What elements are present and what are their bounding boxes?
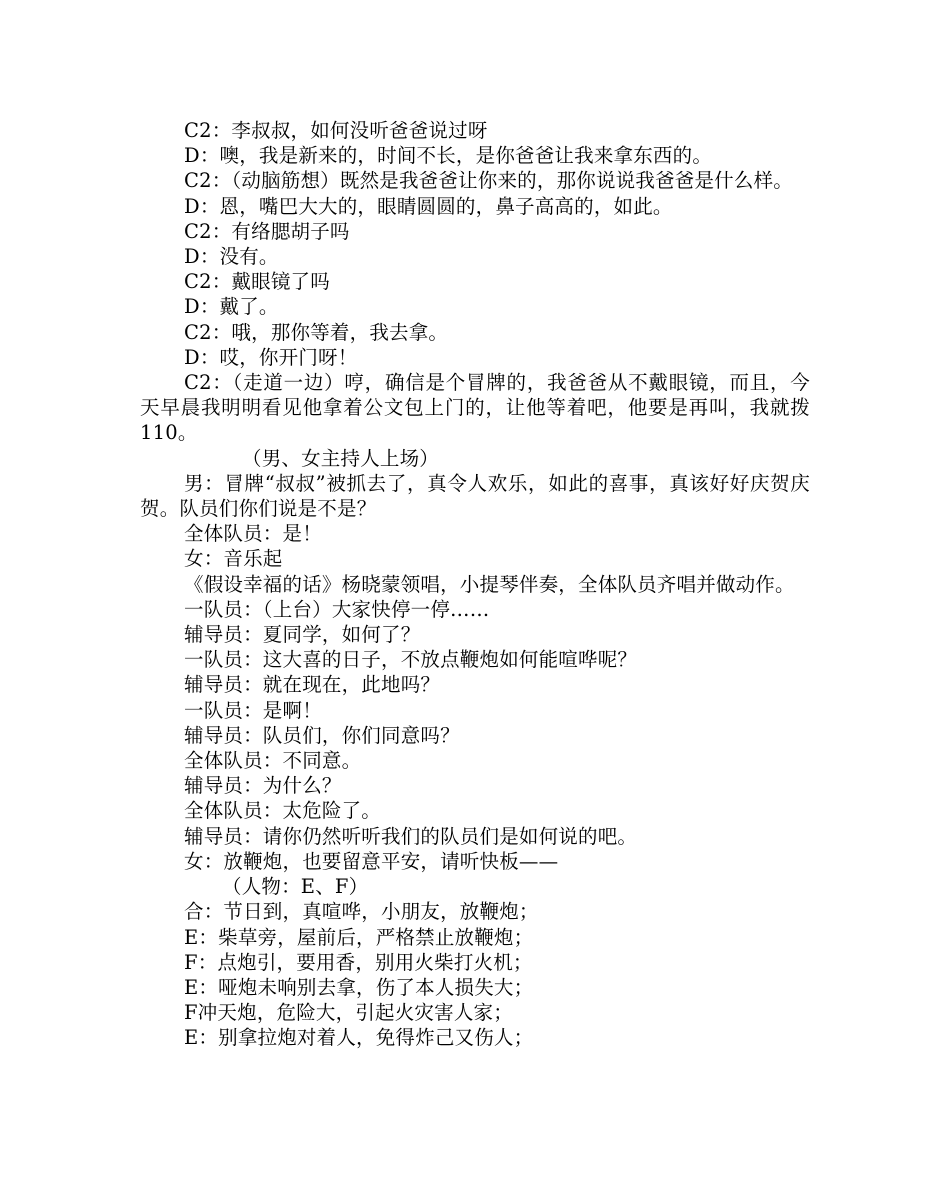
script-line: D：哎，你开门呀！ [184,345,358,369]
script-line: C2：（动脑筋想）既然是我爸爸让你来的，那你说说我爸爸是什么样。 [184,169,793,193]
script-line: 男：冒牌“叔叔”被抓去了，真令人欢乐，如此的喜事，真该好好庆贺庆贺。队员们你们说是不是？ [140,471,810,521]
script-body [140,118,810,1051]
script-line: 辅导员：夏同学，如何了？ [184,623,421,647]
script-line: 《假设幸福的话》杨晓蒙领唱，小提琴伴奏，全体队员齐唱并做动作。 [184,572,795,596]
script-line: F：点炮引，要用香，别用火柴打火机； [184,950,533,974]
stage-direction: （人物：E、F） [222,875,369,899]
script-line: E：柴草旁，屋前后，严格禁止放鞭炮； [184,925,534,949]
script-line: 全体队员：是！ [184,522,322,546]
script-line: F冲天炮，危险大，引起火灾害人家； [184,1001,513,1025]
script-line: C2：（走道一边）哼，确信是个冒牌的，我爸爸从不戴眼镜，而且，今天早晨我明明看见他拿着公文包上门的，让他等着吧，他要是再叫，我就拨110。 [140,371,810,445]
script-line: 全体队员：太危险了。 [184,799,382,823]
script-line: 一队员：这大喜的日子，不放点鞭炮如何能喧哗呢？ [184,648,638,672]
script-line: C2：李叔叔，如何没听爸爸说过呀 [184,119,488,142]
script-line: D：没有。 [184,245,279,269]
script-line: E：别拿拉炮对着人，免得炸己又伤人； [184,1026,534,1050]
script-line: 合：节日到，真喧哗，小朋友，放鞭炮； [184,900,539,924]
script-line: D：戴了。 [184,295,279,319]
script-line: D：恩，嘴巴大大的，眼睛圆圆的，鼻子高高的，如此。 [184,194,673,218]
script-line: C2：有络腮胡子吗 [184,219,350,243]
script-line: C2：哦，那你等着，我去拿。 [184,320,449,344]
stage-direction: （男、女主持人上场） [242,446,440,470]
script-line: 辅导员：就在现在，此地吗？ [184,673,441,697]
script-line: 女：放鞭炮，也要留意平安，请听快板—— [184,849,559,873]
script-line: 一队员：（上台）大家快停一停…… [184,597,490,621]
script-line: D：噢，我是新来的，时间不长，是你爸爸让我来拿东西的。 [184,144,713,168]
script-line: 全体队员：不同意。 [184,749,362,773]
script-line: 辅导员：为什么？ [184,774,342,798]
script-line: 辅导员：请你仍然听听我们的队员们是如何说的吧。 [184,824,638,848]
script-line: C2：戴眼镜了吗 [184,270,330,294]
script-line: 辅导员：队员们，你们同意吗？ [184,723,460,747]
script-line: 女：音乐起 [184,547,283,571]
script-line: E：哑炮未响别去拿，伤了本人损失大； [184,975,534,999]
script-line: 一队员：是啊！ [184,698,322,722]
